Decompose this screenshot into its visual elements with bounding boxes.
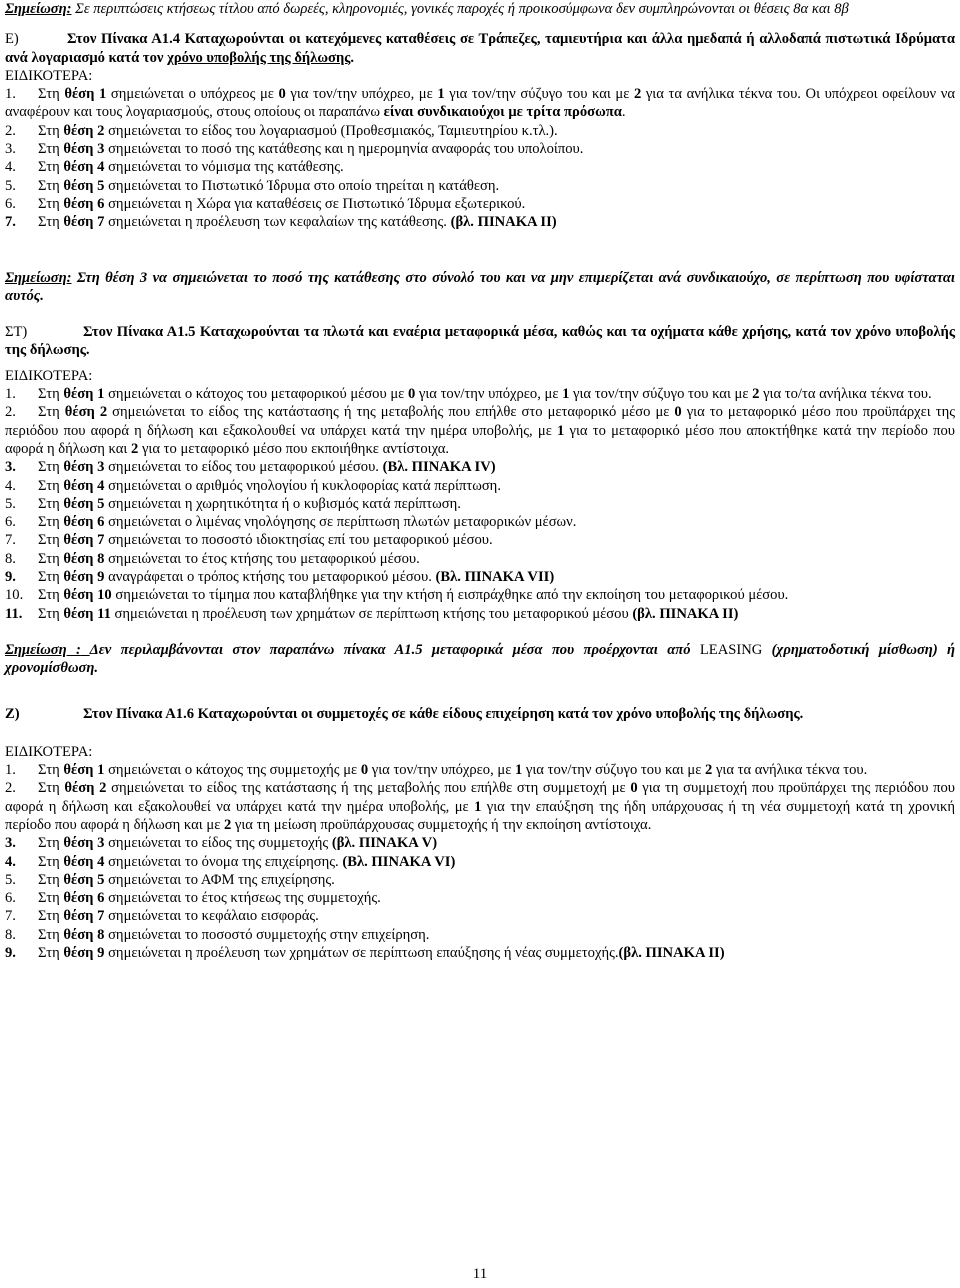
item-field: θέση 3: [63, 835, 105, 852]
list-item: [5, 140, 955, 158]
item-number: 6.: [5, 890, 16, 907]
list-item: [5, 458, 955, 476]
item-reference: (Βλ. ΠΙΝΑΚΑ ΙV): [382, 459, 496, 476]
item-text: σημειώνεται το είδος της κατάστασης ή της μεταβολής που επήλθε στη συμμετοχή με: [106, 780, 631, 797]
item-text: Στη: [38, 945, 64, 962]
item-text: για τα ανήλικα τέκνα του.: [712, 762, 868, 779]
item-text: για τον/την σύζυγο του και με: [444, 86, 634, 103]
section-label: Ζ): [5, 705, 20, 722]
item-code: 2: [633, 86, 642, 103]
item-text: Στη: [38, 926, 64, 943]
item-number: 4.: [5, 853, 16, 870]
item-text: σημειώνεται το ποσό της κατάθεσης και η ημερομηνία αναφοράς του υπολοίπου.: [104, 141, 584, 158]
item-text: Στη: [38, 871, 64, 888]
item-text: Στη: [38, 386, 64, 403]
section-z-heading: ΕΙΔΙΚΟΤΕΡΑ:: [5, 743, 93, 760]
document-page: [5, 0, 955, 962]
item-number: 8.: [5, 926, 16, 943]
item-text: σημειώνεται το κεφάλαιο εισφοράς.: [104, 908, 319, 925]
section-intro: [5, 30, 955, 67]
item-code: 2: [705, 762, 713, 779]
note-leasing: [5, 641, 955, 678]
item-text: Στη: [38, 762, 64, 779]
item-text: σημειώνεται το νόμισμα της κατάθεσης.: [104, 159, 344, 176]
item-number: 2.: [5, 780, 16, 797]
item-code: 2: [131, 440, 139, 457]
item-field: θέση 11: [63, 605, 111, 622]
item-text: Στη: [38, 908, 64, 925]
item-text: Στη: [38, 477, 64, 494]
list-item: [5, 177, 955, 195]
item-text: Στη: [38, 569, 64, 586]
item-field: θέση 5: [63, 495, 105, 512]
list-item: [5, 834, 955, 852]
item-text: Στη: [38, 214, 64, 231]
section-z: [5, 705, 955, 723]
item-text: Στη: [38, 550, 64, 567]
item-field: θέση 2: [64, 780, 107, 797]
item-reference: (Βλ. ΠΙΝΑΚΑ VII): [435, 569, 555, 586]
item-code: 1: [437, 86, 445, 103]
item-number: 7.: [5, 532, 16, 549]
item-number: 9.: [5, 945, 16, 962]
item-text: Στη: [38, 780, 65, 797]
item-text: για το/τα ανήλικα τέκνα του.: [759, 386, 932, 403]
item-text: Στη: [38, 159, 64, 176]
item-text: σημειώνεται η χωρητικότητα ή ο κυβισμός κατά περίπτωση.: [104, 495, 461, 512]
item-number: 6.: [5, 195, 16, 212]
item-text: αναγράφεται ο τρόπος κτήσης του μεταφορικού μέσου.: [104, 569, 436, 586]
section-label: ΣΤ): [5, 324, 28, 341]
item-number: 3.: [5, 141, 16, 158]
section-intro: Στον Πίνακα Α1.6 Καταχωρούνται οι συμμετοχές σε κάθε είδους επιχείρηση κατά τον χρόνο υποβολής της δήλωσης.: [83, 705, 804, 722]
item-text: για το μεταφορικό μέσο που εκποιήθηκε αντίστοιχα.: [138, 440, 450, 457]
item-number: 11.: [5, 605, 23, 622]
item-field: θέση 9: [63, 945, 105, 962]
note-text: (χρηματοδοτική μίσθωση) ή χρονομίσθωση.: [5, 641, 956, 677]
list-item: [5, 531, 955, 549]
list-item: [5, 195, 955, 213]
item-reference: (βλ. ΠΙΝΑΚΑ ΙΙ): [450, 214, 557, 231]
section-intro: Στον Πίνακα Α1.5 Καταχωρούνται τα πλωτά και εναέρια μεταφορικά μέσα, καθώς και τα οχήματα κάθε χρήσης, κατά τον χρόνο υποβολής της δήλωσης.: [5, 324, 955, 359]
item-text: σημειώνεται η προέλευση των χρημάτων σε περίπτωση κτήσης του μεταφορικού μέσου: [110, 605, 633, 622]
item-text: σημειώνεται το είδος του μεταφορικού μέσου.: [104, 459, 383, 476]
list-item: [5, 926, 955, 944]
item-field: θέση 7: [63, 214, 105, 231]
item-field: θέση 7: [63, 532, 105, 549]
item-field: θέση 1: [64, 86, 107, 103]
item-field: θέση 1: [63, 762, 105, 779]
item-text: Στη: [38, 495, 64, 512]
item-text: για τον/την σύζυγο του και με: [522, 762, 705, 779]
item-field: θέση 6: [63, 890, 105, 907]
item-field: θέση 10: [63, 587, 112, 604]
item-number: 1.: [5, 386, 16, 403]
item-text: σημειώνεται το είδος του λογαριασμού (Προθεσμιακός, Ταμιευτηρίου κ.τλ.).: [104, 122, 558, 139]
list-item: [5, 853, 955, 871]
section-st: [5, 323, 955, 360]
item-field: θέση 5: [63, 177, 105, 194]
list-item: [5, 761, 955, 779]
item-field: θέση 6: [63, 514, 105, 531]
item-text: σημειώνεται το ποσοστό ιδιοκτησίας επί του μεταφορικού μέσου.: [104, 532, 493, 549]
item-text: για τη συμμετοχή που προϋπάρχει της περιόδου που αφορά η δήλωση και εξακολουθεί να υπάρχει κατά την ημέρα υποβολής, με: [5, 780, 955, 815]
item-text: σημειώνεται το ΑΦΜ της επιχείρησης.: [104, 871, 335, 888]
item-text: Στη: [38, 177, 64, 194]
item-text: σημειώνεται το είδος της κατάστασης ή της μεταβολής που επήλθε στο μεταφορικό μέσο με: [107, 404, 675, 421]
list-item: [5, 550, 955, 568]
item-text: σημειώνεται η Χώρα για καταθέσεις σε Πιστωτικό Ίδρυμα εξωτερικού.: [104, 195, 526, 212]
page-number: 11: [472, 1266, 488, 1282]
list-item: [5, 495, 955, 513]
item-text: Στη: [38, 459, 64, 476]
list-item: [5, 213, 955, 231]
item-text: Στη: [38, 195, 64, 212]
note-label: Σημείωση :: [5, 641, 81, 658]
list-item: [5, 85, 955, 122]
item-text: σημειώνεται το τίμημα που καταβλήθηκε για την κτήση ή εισπράχθηκε από την εκποίηση του μεταφορικού μέσου.: [111, 587, 789, 604]
list-item: [5, 513, 955, 531]
item-field: θέση 3: [63, 459, 105, 476]
item-text: Στη: [38, 605, 64, 622]
item-number: 5.: [5, 495, 16, 512]
section-intro-underlined: χρόνο υποβολής της δήλωσης: [167, 49, 351, 66]
item-field: θέση 8: [63, 926, 105, 943]
item-text: για την επαύξηση της ήδη υπάρχουσας ή τη νέα συμμετοχή κατά τη χρονική περίοδο που αφορά η δήλωση και με: [5, 798, 955, 833]
item-text: σημειώνεται το όνομα της επιχείρησης.: [104, 853, 343, 870]
item-code: 0: [630, 780, 638, 797]
item-number: 3.: [5, 459, 16, 476]
item-code: 0: [278, 86, 286, 103]
item-number: 7.: [5, 214, 16, 231]
item-number: 2.: [5, 404, 16, 421]
item-text: .: [621, 104, 626, 121]
section-st-heading: ΕΙΔΙΚΟΤΕΡΑ:: [5, 367, 93, 384]
item-number: 3.: [5, 835, 16, 852]
item-reference: (βλ. ΠΙΝΑΚΑ V): [331, 835, 438, 852]
item-number: 9.: [5, 569, 16, 586]
item-number: 5.: [5, 871, 16, 888]
item-text: για το μεταφορικό μέσο που αποκτήθηκε κατά την περίοδο που αφορά η δήλωση και: [5, 422, 955, 457]
item-field: θέση 5: [63, 871, 105, 888]
item-code: 1: [514, 762, 523, 779]
list-item: [5, 385, 955, 403]
item-text: σημειώνεται η προέλευση των κεφαλαίων της κατάθεσης.: [104, 214, 451, 231]
item-text: Στη: [38, 122, 64, 139]
item-text: σημειώνεται ο κάτοχος της συμμετοχής με: [104, 762, 361, 779]
item-text: Στη: [38, 404, 65, 421]
item-text: Στη: [38, 86, 65, 103]
item-code: 1: [474, 798, 482, 815]
item-text: Στη: [38, 587, 64, 604]
item-number: 7.: [5, 908, 16, 925]
item-text: για τον/την σύζυγο του και με: [569, 386, 753, 403]
item-text: Στη: [38, 514, 64, 531]
item-text: σημειώνεται το έτος κτήσης του μεταφορικού μέσου.: [104, 550, 420, 567]
item-text: σημειώνεται η προέλευση των χρημάτων σε περίπτωση επαύξησης ή νέας συμμετοχής.: [104, 945, 619, 962]
item-reference: (βλ. ΠΙΝΑΚΑ ΙΙ): [632, 605, 739, 622]
item-text: σημειώνεται το ποσοστό συμμετοχής στην επιχείρηση.: [104, 926, 430, 943]
item-text: σημειώνεται ο λιμένας νηολόγησης σε περίπτωση πλωτών μεταφορικών μέσων.: [104, 514, 577, 531]
list-item: [5, 477, 955, 495]
item-text: Στη: [38, 532, 64, 549]
item-text: σημειώνεται το έτος κτήσεως της συμμετοχής.: [104, 890, 381, 907]
item-field: θέση 1: [63, 386, 105, 403]
item-number: 5.: [5, 177, 16, 194]
section-label: Ε): [5, 31, 19, 48]
item-text: σημειώνεται το είδος της συμμετοχής: [104, 835, 332, 852]
list-item: [5, 944, 955, 962]
item-number: 1.: [5, 762, 16, 779]
item-text: σημειώνεται ο υπόχρεος με: [106, 86, 279, 103]
item-field: θέση 4: [63, 159, 105, 176]
list-item: [5, 568, 955, 586]
item-text: για τον/την υπόχρεο, με: [368, 762, 515, 779]
item-reference: (Βλ. ΠΙΝΑΚΑ VI): [342, 853, 456, 870]
note-label: Σημείωση:: [5, 1, 72, 17]
item-field: θέση 4: [63, 477, 105, 494]
section-e-heading: ΕΙΔΙΚΟΤΕΡΑ:: [5, 67, 93, 84]
item-field: θέση 3: [63, 141, 105, 158]
list-item: [5, 158, 955, 176]
list-item: [5, 586, 955, 604]
item-code: 1: [557, 422, 565, 439]
item-number: 4.: [5, 477, 16, 494]
section-intro-end: .: [350, 49, 355, 66]
note-amount: [5, 269, 955, 306]
item-code: 2: [223, 816, 232, 833]
list-item: [5, 889, 955, 907]
item-number: 8.: [5, 550, 16, 567]
item-field: θέση 7: [63, 908, 105, 925]
item-field: θέση 2: [63, 122, 105, 139]
item-code: 0: [407, 386, 416, 403]
item-field: θέση 2: [64, 404, 108, 421]
list-item: [5, 403, 955, 458]
item-text: Στη: [38, 835, 64, 852]
item-field: θέση 4: [63, 853, 105, 870]
item-number: 10.: [5, 587, 24, 604]
list-item: [5, 122, 955, 140]
note-label: Σημείωση:: [5, 269, 72, 286]
item-field: θέση 6: [63, 195, 105, 212]
list-item: [5, 871, 955, 889]
item-code: 0: [674, 404, 682, 421]
section-intro-text: Στον Πίνακα Α1.4 Καταχωρούνται οι κατεχόμενες καταθέσεις σε Τράπεζες, ταμιευτήρια και άλλα ημεδαπά ή αλλοδαπά πιστωτικά Ιδρύματα ανά λογαριασμό κατά τον: [5, 31, 955, 66]
item-emphasis: είναι συνδικαιούχοι με τρίτα πρόσωπα: [383, 104, 622, 121]
item-text: Στη: [38, 853, 64, 870]
item-field: θέση 8: [63, 550, 105, 567]
item-number: 6.: [5, 514, 16, 531]
item-number: 4.: [5, 159, 16, 176]
note-text: Δεν περιλαμβάνονται στον παραπάνω πίνακα Α1.5 μεταφορικά μέσα που προέρχονται από: [89, 641, 700, 658]
item-number: 2.: [5, 122, 16, 139]
item-code: 1: [562, 386, 570, 403]
item-text: για τα ανήλικα τέκνα του. Οι υπόχρεοι οφείλουν να αναφέρουν και τους λογαριασμούς, στους οποίους οι παραπάνω: [5, 86, 955, 121]
item-text: Στη: [38, 890, 64, 907]
item-text: Στη: [38, 141, 64, 158]
item-code: 0: [360, 762, 369, 779]
note-space: [81, 642, 90, 658]
note-text: Στη θέση 3 να σημειώνεται το ποσό της κατάθεσης στο σύνολό του και να μην επιμερίζεται ανά συνδικαιούχο, σε περίπτωση που υφίσταται αυτός.: [5, 269, 955, 304]
item-code: 2: [752, 386, 760, 403]
note-deeds: [5, 0, 955, 18]
item-reference: (βλ. ΠΙΝΑΚΑ ΙΙ): [618, 945, 725, 962]
item-text: για τη μείωση προϋπάρχουσας συμμετοχής ή την εκποίηση αντίστοιχα.: [231, 816, 652, 833]
list-item: [5, 907, 955, 925]
note-leasing-term: LEASING: [699, 641, 763, 658]
list-item: [5, 779, 955, 834]
item-text: για το μεταφορικό μέσο που προϋπάρχει της περιόδου που αφορά η δήλωση και εξακολουθεί να υπάρχει κατά την ημέρα υποβολής, με: [5, 404, 955, 439]
item-text: σημειώνεται το Πιστωτικό Ίδρυμα στο οποίο τηρείται η κατάθεση.: [104, 177, 500, 194]
item-text: για τον/την υπόχρεο, με: [285, 86, 438, 103]
item-text: σημειώνεται ο αριθμός νηολογίου ή κυκλοφορίας κατά περίπτωση.: [104, 477, 501, 494]
item-field: θέση 9: [63, 569, 105, 586]
item-text: για τον/την υπόχρεο, με: [415, 386, 563, 403]
section-e: [5, 30, 955, 67]
note-text: Σε περιπτώσεις κτήσεως τίτλου από δωρεές, κληρονομιές, γονικές παροχές ή προικοσύμφωνα δεν συμπληρώνονται οι θέσεις 8α και 8β: [71, 1, 849, 17]
item-text: σημειώνεται ο κάτοχος του μεταφορικού μέσου με: [104, 386, 408, 403]
item-number: 1.: [5, 86, 16, 103]
list-item: [5, 605, 955, 623]
